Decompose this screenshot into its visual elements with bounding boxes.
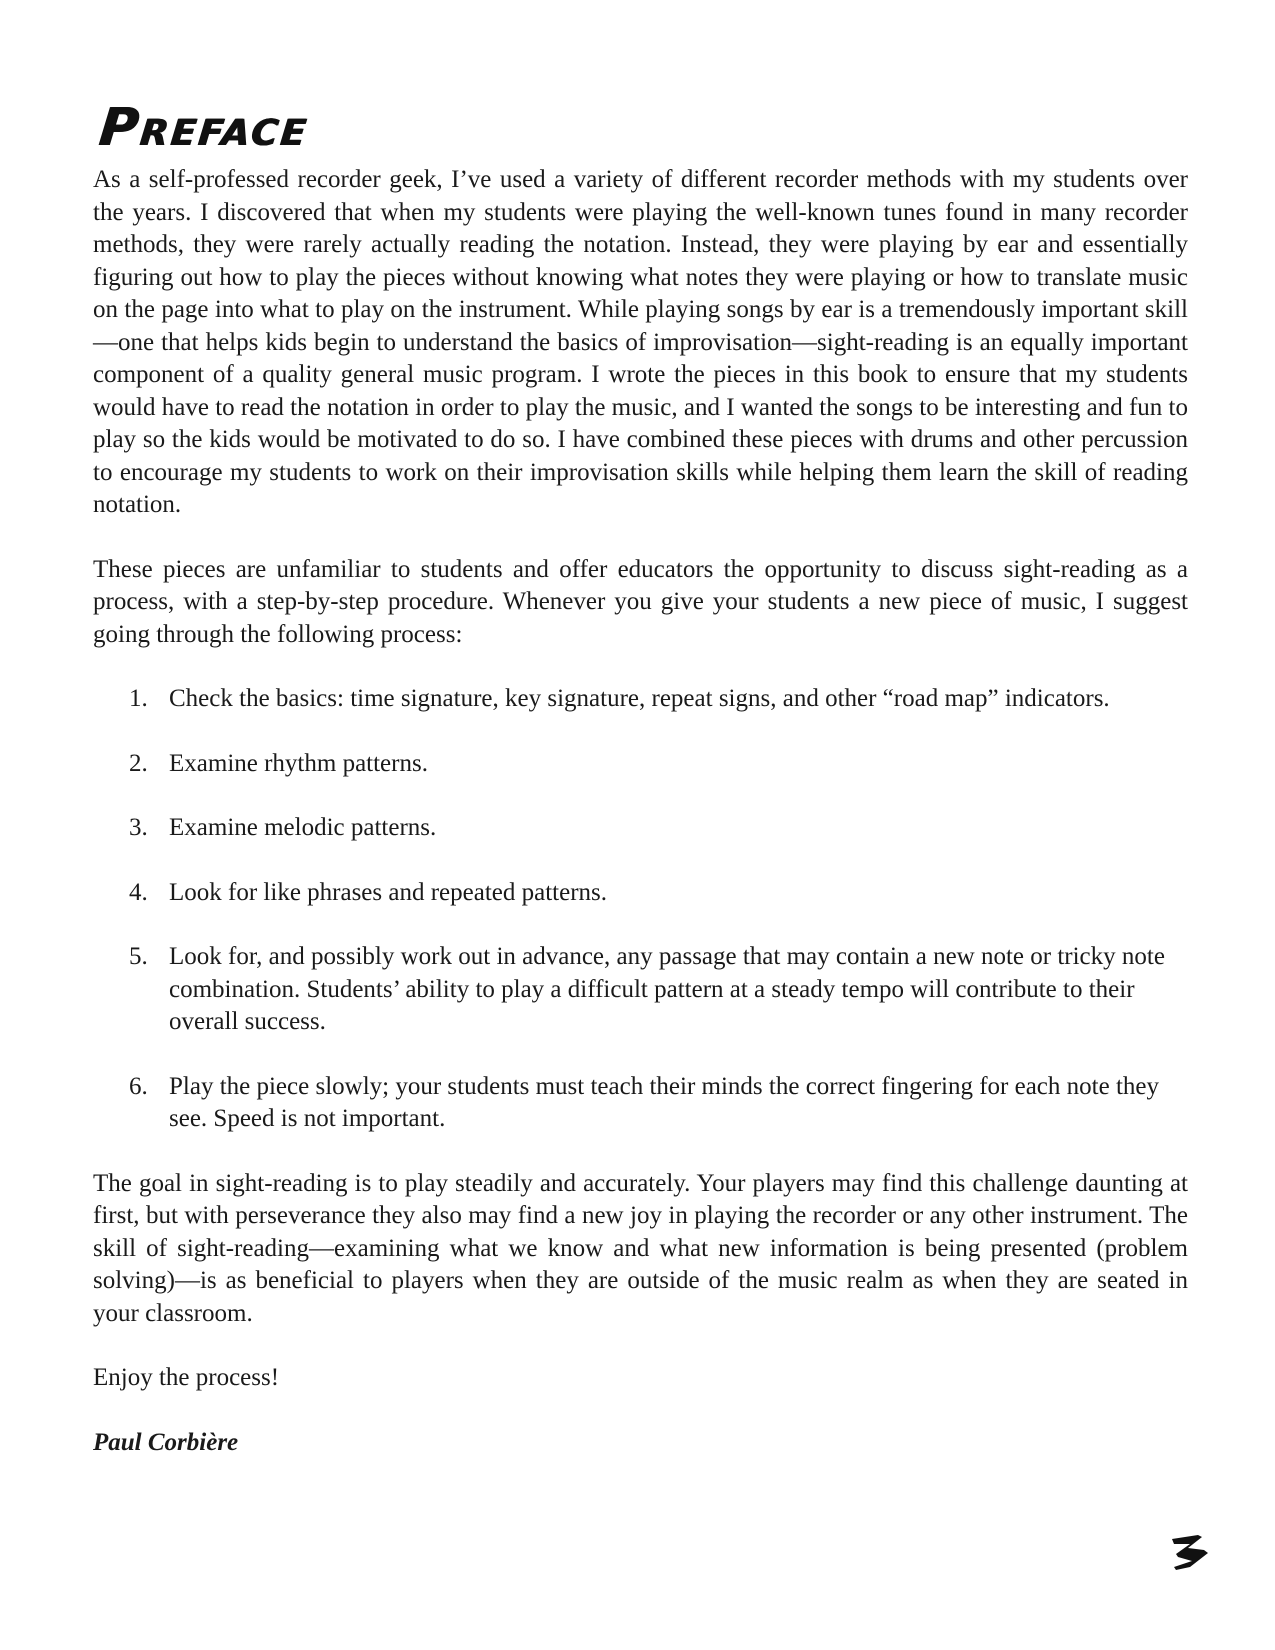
list-item (93, 812, 1188, 845)
list-item-text: Look for, and possibly work out in advance, any passage that may contain a new note or tricky note combination. Students’ ability to play a difficult pattern at a steady tempo will contribute to their overall success. (169, 943, 1165, 1035)
page-content (93, 92, 1188, 1459)
intro-paragraph: As a self-professed recorder geek, I’ve used a variety of different recorder methods with my students over the years. I discovered that when my students were playing the well-known tunes found in many recorder methods, they were rarely actually reading the notation. Instead, they were playing by ear and essentially figuring out how to play the pieces without knowing what notes they were playing or how to translate music on the page into what to play on the instrument. While playing songs by ear is a tremendously important skill—one that helps kids begin to understand the basics of improvisation—sight-reading is an equally important component of a quality general music program. I wrote the pieces in this book to ensure that my students would have to read the notation in order to play the music, and I wanted the songs to be interesting and fun to play so the kids would be motivated to do so. I have combined these pieces with drums and other percussion to encourage my students to work on their improvisation skills while helping them learn the skill of reading notation. (93, 166, 1188, 518)
list-item-text: Examine melodic patterns. (169, 814, 437, 841)
page-number-glyph (1172, 1535, 1208, 1570)
paragraph-gap (93, 1330, 1188, 1362)
process-steps-list (93, 683, 1188, 1136)
closing-paragraph: The goal in sight-reading is to play steadily and accurately. Your players may find this challenge daunting at first, but with perseverance they also may find a new joy in playing the recorder or any other instrument. The skill of sight-reading—examining what we know and what new information is being presented (problem solving)—is as beneficial to players when they are outside of the music realm as when they are seated in your classroom. (93, 1169, 1188, 1327)
list-item (93, 941, 1188, 1039)
list-item (93, 748, 1188, 781)
page-number (1168, 1530, 1212, 1574)
list-item (93, 1071, 1188, 1136)
paragraph-gap (93, 651, 1188, 683)
enjoy-line: Enjoy the process! (93, 1364, 280, 1391)
list-item-number: 3. (129, 814, 148, 841)
author-signature: Paul Corbière (93, 1428, 239, 1456)
list-item-number: 5. (129, 943, 148, 970)
list-item-text: Look for like phrases and repeated patterns. (169, 878, 608, 906)
list-item-number: 2. (129, 749, 148, 777)
list-item-number: 4. (129, 878, 148, 906)
process-intro-paragraph: These pieces are unfamiliar to students and offer educators the opportunity to discuss sight-reading as a process, with a step-by-step procedure. Whenever you give your students a new piece of music, I suggest going through the following process: (93, 555, 1188, 648)
paragraph-gap (93, 522, 1188, 554)
list-item-number: 1. (129, 685, 148, 712)
list-item-number: 6. (129, 1072, 148, 1100)
list-item (93, 683, 1188, 716)
list-item-text: Examine rhythm patterns. (169, 749, 428, 777)
list-item-text: Check the basics: time signature, key signature, repeat signs, and other “road map” indicators. (169, 685, 1110, 712)
paragraph-gap (93, 1395, 1188, 1427)
list-item (93, 877, 1188, 910)
page-title: Preface (96, 98, 313, 158)
list-item-text: Play the piece slowly; your students must teach their minds the correct fingering for each note they see. Speed is not important. (169, 1072, 1159, 1132)
